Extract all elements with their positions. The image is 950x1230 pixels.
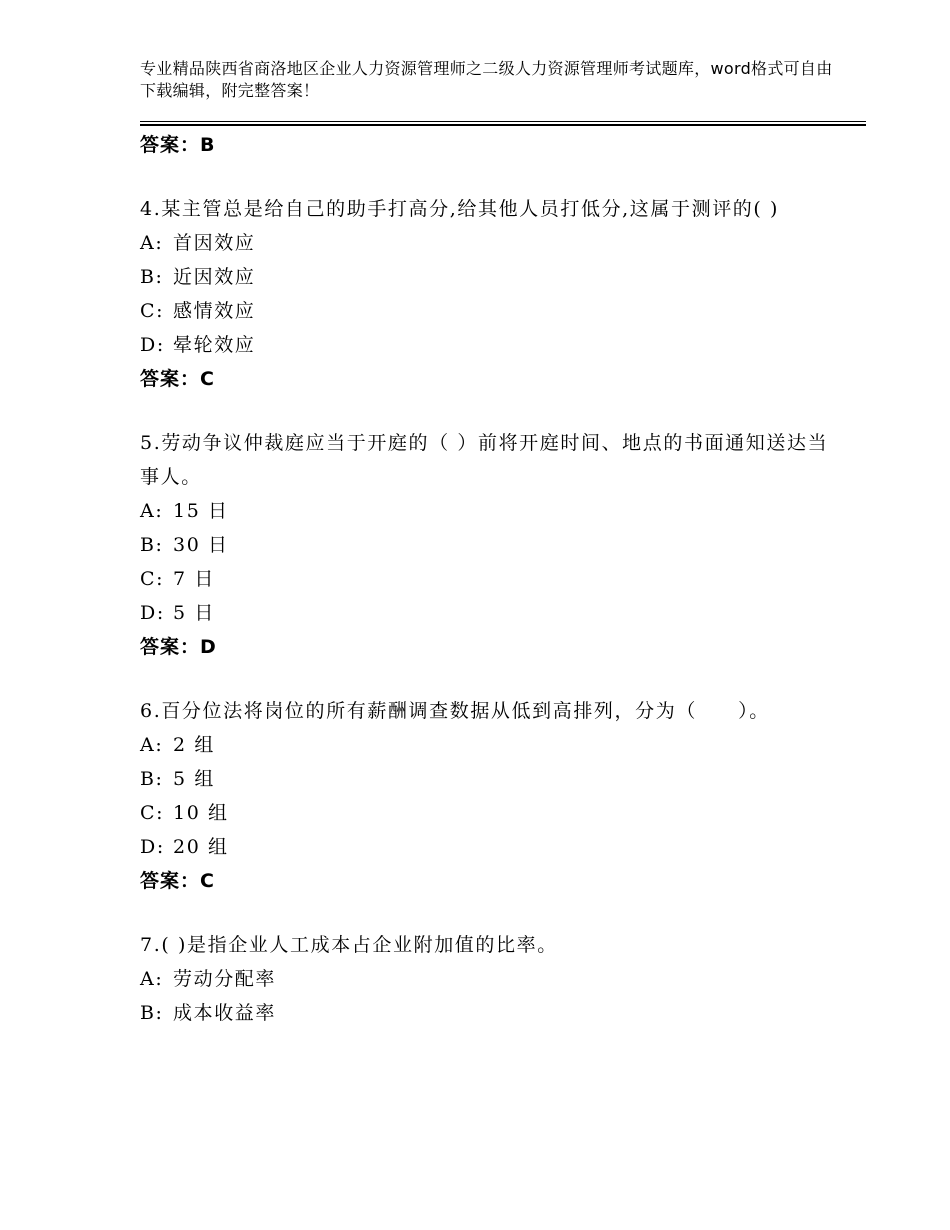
option-letter: B: <box>140 534 164 556</box>
option-text: 30 日 <box>173 534 229 556</box>
option-text: 5 日 <box>173 602 215 624</box>
question-text: 6.百分位法将岗位的所有薪酬调查数据从低到高排列，分为（ ）。 <box>140 700 770 722</box>
question-text: 7.( )是指企业人工成本占企业附加值的比率。 <box>140 934 558 956</box>
option-c <box>140 294 840 328</box>
question-item <box>140 928 840 1030</box>
option-letter: D: <box>140 836 165 858</box>
option-d <box>140 830 840 864</box>
question-item <box>140 192 840 396</box>
option-text: 5 组 <box>173 768 215 790</box>
question-text: 5.劳动争议仲裁庭应当于开庭的（ ）前将开庭时间、地点的书面通知送达当事人。 <box>140 432 829 488</box>
option-a <box>140 494 840 528</box>
option-d <box>140 328 840 362</box>
option-text: 7 日 <box>173 568 215 590</box>
option-text: 10 组 <box>173 802 229 824</box>
option-letter: B: <box>140 1002 164 1024</box>
option-letter: C: <box>140 568 165 590</box>
option-b <box>140 260 840 294</box>
option-letter: A: <box>140 232 164 254</box>
option-a <box>140 962 840 996</box>
option-letter: A: <box>140 500 164 522</box>
option-letter: D: <box>140 602 165 624</box>
option-text: 感情效应 <box>173 300 256 322</box>
answer-label: 答案：B <box>140 134 216 156</box>
header-divider-thick <box>140 124 866 126</box>
option-letter: B: <box>140 266 164 288</box>
option-letter: D: <box>140 334 165 356</box>
answer-label: 答案：D <box>140 636 217 658</box>
option-letter: A: <box>140 734 164 756</box>
question-item <box>140 694 840 898</box>
option-letter: A: <box>140 968 164 990</box>
option-text: 20 组 <box>173 836 229 858</box>
option-text: 晕轮效应 <box>173 334 256 356</box>
option-text: 劳动分配率 <box>173 968 277 990</box>
question-item <box>140 426 840 664</box>
option-text: 2 组 <box>173 734 215 756</box>
question-text: 4.某主管总是给自己的助手打高分,给其他人员打低分,这属于测评的( ) <box>140 198 780 220</box>
option-d <box>140 596 840 630</box>
option-b <box>140 762 840 796</box>
option-b <box>140 996 840 1030</box>
option-text: 首因效应 <box>173 232 256 254</box>
page-header: 专业精品陕西省商洛地区企业人力资源管理师之二级人力资源管理师考试题库，word格式可自由下载编辑，附完整答案！ <box>140 59 833 100</box>
option-c <box>140 796 840 830</box>
option-b <box>140 528 840 562</box>
option-letter: C: <box>140 802 165 824</box>
option-a <box>140 728 840 762</box>
option-text: 15 日 <box>173 500 229 522</box>
option-letter: C: <box>140 300 165 322</box>
option-a <box>140 226 840 260</box>
answer-label: 答案：C <box>140 870 215 892</box>
option-c <box>140 562 840 596</box>
option-text: 近因效应 <box>173 266 256 288</box>
option-text: 成本收益率 <box>173 1002 277 1024</box>
option-letter: B: <box>140 768 164 790</box>
question-list <box>140 128 840 1030</box>
header-divider-thin <box>140 121 866 122</box>
answer-label: 答案：C <box>140 368 215 390</box>
